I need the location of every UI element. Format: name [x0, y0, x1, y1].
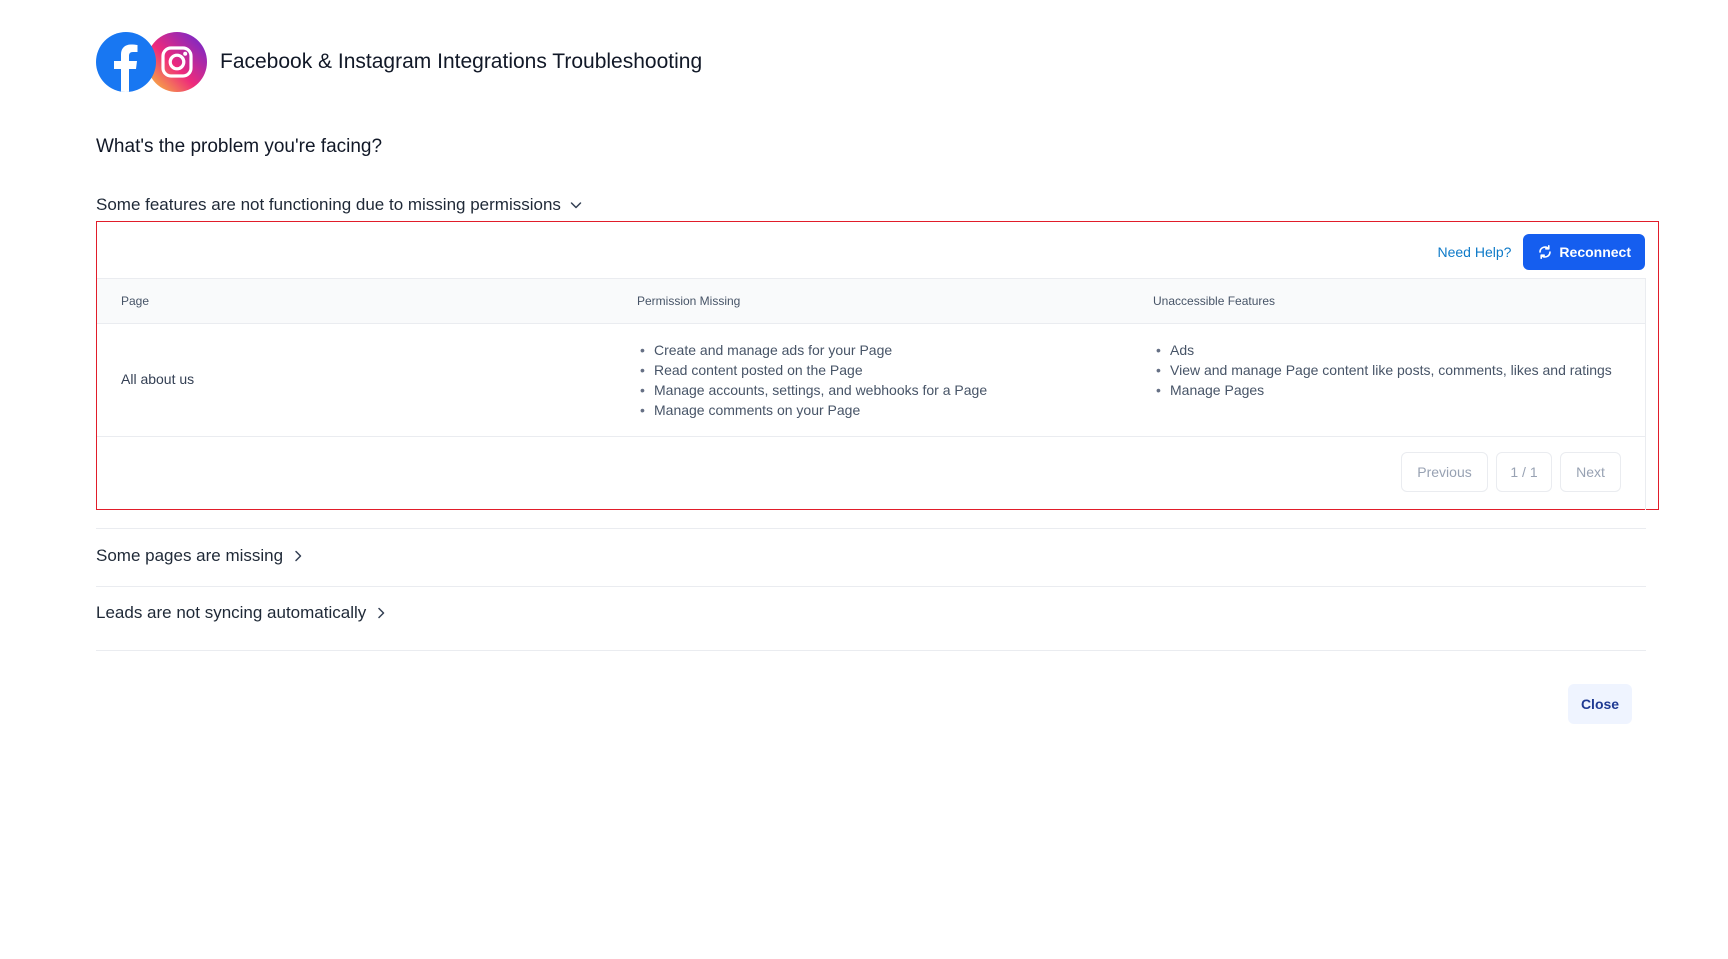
column-header-features: Unaccessible Features: [1153, 294, 1276, 308]
chevron-right-icon: [374, 606, 388, 620]
page-indicator: 1 / 1: [1496, 452, 1552, 492]
reconnect-label: Reconnect: [1559, 244, 1631, 260]
list-item: • Manage comments on your Page: [637, 400, 1097, 420]
facebook-logo-icon: [96, 32, 156, 92]
table-header: [97, 279, 1645, 324]
list-item: • Manage accounts, settings, and webhooks for a Page: [637, 380, 1097, 400]
list-item: • Create and manage ads for your Page: [637, 340, 1097, 360]
column-header-page: Page: [121, 294, 150, 308]
list-item: • Read content posted on the Page: [637, 360, 1097, 380]
chevron-down-icon: [569, 198, 583, 212]
header: [96, 32, 702, 92]
section-label: Leads are not syncing automatically: [96, 603, 367, 622]
pagination: [1393, 452, 1621, 492]
column-header-permission: Permission Missing: [637, 294, 741, 308]
refresh-icon: [1537, 244, 1553, 260]
permission-list: [637, 340, 1097, 420]
previous-button[interactable]: Previous: [1401, 452, 1488, 492]
divider: [96, 586, 1646, 587]
divider: [96, 528, 1646, 529]
close-button[interactable]: Close: [1568, 684, 1632, 724]
instagram-logo-icon: [147, 32, 207, 92]
section-missing-permissions[interactable]: [96, 195, 583, 215]
section-pages-missing[interactable]: [96, 546, 305, 566]
list-item: • Manage Pages: [1153, 380, 1613, 400]
permissions-panel: [96, 221, 1659, 510]
panel-actions: [1437, 234, 1645, 270]
need-help-link[interactable]: Need Help?: [1437, 244, 1512, 260]
page-name-cell: All about us: [121, 371, 195, 387]
section-label: Some pages are missing: [96, 546, 284, 565]
permissions-table: [97, 278, 1646, 510]
table-row: [97, 324, 1645, 437]
question-heading: What's the problem you're facing?: [96, 136, 383, 157]
divider: [96, 650, 1646, 651]
list-item: • View and manage Page content like posts, comments, likes and ratings: [1153, 360, 1613, 380]
logos: [96, 32, 208, 92]
app-title: Facebook & Instagram Integrations Troubleshooting: [220, 50, 703, 73]
chevron-right-icon: [291, 549, 305, 563]
list-item: • Ads: [1153, 340, 1613, 360]
section-label: Some features are not functioning due to missing permissions: [96, 195, 561, 214]
section-leads-not-syncing[interactable]: [96, 603, 388, 623]
features-list: [1153, 340, 1613, 400]
next-button[interactable]: Next: [1560, 452, 1621, 492]
reconnect-button[interactable]: [1523, 234, 1645, 270]
